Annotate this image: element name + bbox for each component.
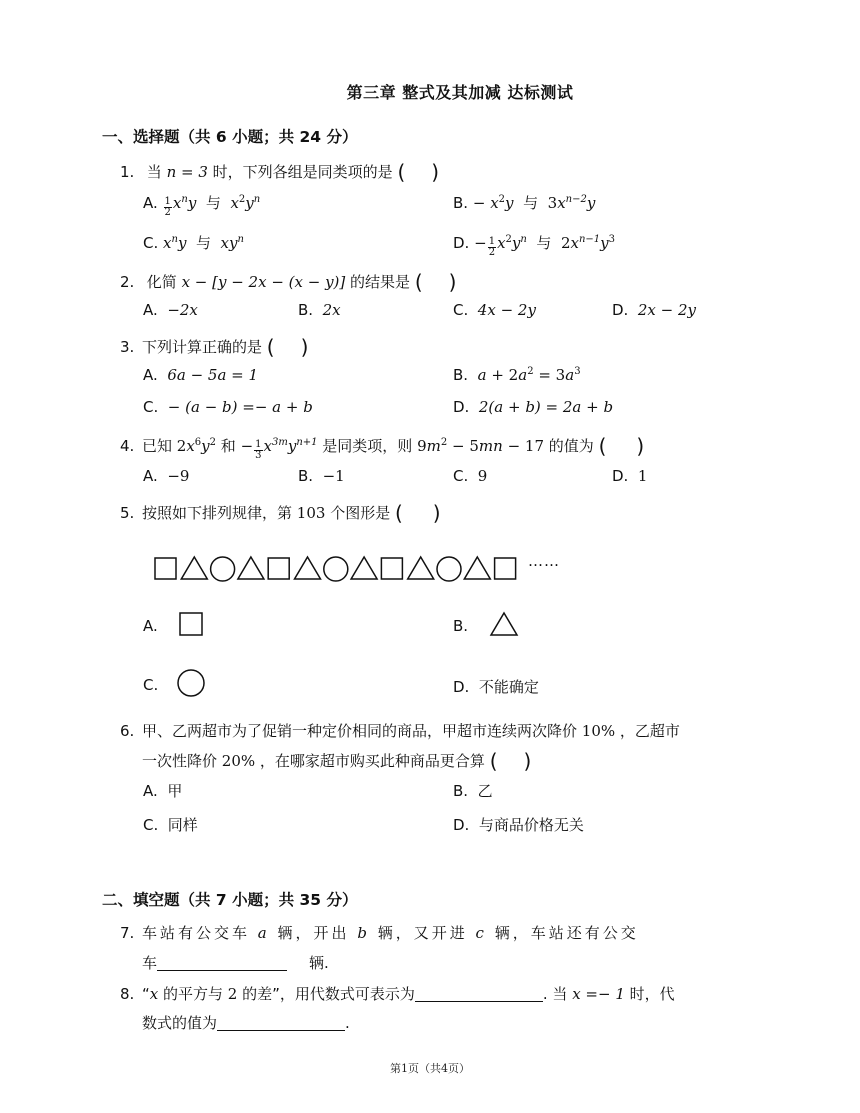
question-5-option-c[interactable]: C. [143, 676, 159, 694]
question-1-option-b[interactable]: B. − $x^2y$ 与 $3x^{n-2}y$ [453, 194, 596, 212]
question-6-stem-line2: 一次性降价 20% ，在哪家超市购买此种商品更合算 ( ) [142, 749, 532, 773]
question-6-option-d[interactable]: D. 与商品价格无关 [453, 816, 584, 834]
question-5-stem: 5. 按照如下排列规律，第 103 个图形是 ( ) [120, 501, 441, 525]
question-3-option-a[interactable]: A. 6a − 5a = 1 [143, 366, 259, 384]
question-3-option-d[interactable]: D. 2(a + b) = 2a + b [453, 398, 614, 416]
question-1-option-d[interactable]: D. − $\frac{1}{2}$ $x^2y^n$ 与 $2x^{n-1}y^3$ [453, 234, 616, 258]
question-7-stem-line2: 车 辆. [142, 954, 329, 972]
question-4-option-b[interactable]: B. −1 [298, 467, 345, 485]
question-6-option-c[interactable]: C. 同样 [143, 816, 198, 834]
question-8-stem-line2: 数式的值为 . [142, 1014, 350, 1032]
question-3-stem: 3. 下列计算正确的是 ( ) [120, 335, 309, 359]
question-4-option-a[interactable]: A. −9 [143, 467, 190, 485]
section-heading-choice: 一、选择题（共 6 小题；共 24 分） [102, 128, 358, 146]
triangle-shape-icon [408, 557, 434, 579]
page-title: 第三章 整式及其加减 达标测试 [346, 83, 574, 102]
square-shape-icon [179, 612, 203, 636]
answer-blank[interactable] [415, 1001, 543, 1002]
question-4-stem: 4. 已知 $2x^6y^2$ 和 − $\frac{1}{3}$ $x^{3m}y^{n+1}$ 是同类项，则 $9m^2 - 5mn - 17$ 的值为 ( ) [120, 434, 645, 461]
triangle-shape-icon [295, 557, 321, 579]
page-footer: 第1页（共4页） [390, 1062, 470, 1075]
section-heading-fill-in: 二、填空题（共 7 小题；共 35 分） [102, 891, 358, 909]
question-2-option-c[interactable]: C. 4x − 2y [453, 301, 536, 319]
square-shape-icon [268, 558, 289, 579]
answer-blank[interactable] [217, 1030, 345, 1031]
question-6-stem-line1: 6. 甲、乙两超市为了促销一种定价相同的商品，甲超市连续两次降价 10% ，乙超市 [120, 722, 680, 740]
triangle-shape-icon [351, 557, 377, 579]
circle-shape-icon [324, 557, 348, 581]
question-3-option-b[interactable]: B. $a + 2a^2 = 3a^3$ [453, 366, 581, 384]
question-5-option-b[interactable]: B. [453, 617, 469, 635]
sequence-ellipsis: …… [528, 552, 560, 570]
square-shape-icon [495, 558, 516, 579]
triangle-shape-icon [490, 612, 518, 636]
question-1-stem: 1. 当 n = 3 时，下列各组是同类项的是 ( ) [120, 160, 440, 184]
question-7-stem-line1: 7. 车站有公交车 a 辆，开出 b 辆，又开进 c 辆，车站还有公交 [120, 924, 639, 942]
question-2-stem: 2. 化简 x − [y − 2x − (x − y)] 的结果是 ( ) [120, 270, 457, 294]
square-shape-icon [155, 558, 176, 579]
question-6-option-b[interactable]: B. 乙 [453, 782, 493, 800]
circle-shape-icon [211, 557, 235, 581]
square-shape-icon [381, 558, 402, 579]
question-number: 1. [120, 163, 135, 181]
question-3-option-c[interactable]: C. − (a − b) =− a + b [143, 398, 313, 416]
circle-shape-icon [177, 669, 205, 697]
question-4-option-c[interactable]: C. 9 [453, 467, 488, 485]
question-6-option-a[interactable]: A. 甲 [143, 782, 183, 800]
shape-sequence [152, 555, 582, 585]
question-1-option-c[interactable]: C. $x^ny$ 与 $xy^n$ [143, 234, 244, 252]
question-2-option-b[interactable]: B. 2x [298, 301, 341, 319]
triangle-shape-icon [464, 557, 490, 579]
question-5-option-a[interactable]: A. [143, 617, 158, 635]
question-1-option-a[interactable]: A. $\frac{1}{2}$ $x^ny$ 与 $x^2y^n$ [143, 194, 261, 218]
triangle-shape-icon [181, 557, 207, 579]
question-2-option-d[interactable]: D. 2x − 2y [612, 301, 696, 319]
question-8-stem-line1: 8. “x 的平方与 2 的差”，用代数式可表示为 . 当 x =− 1 时，代 [120, 985, 675, 1003]
question-5-option-d[interactable]: D. 不能确定 [453, 678, 539, 696]
question-4-option-d[interactable]: D. 1 [612, 467, 648, 485]
triangle-shape-icon [238, 557, 264, 579]
answer-blank[interactable] [157, 970, 287, 971]
circle-shape-icon [437, 557, 461, 581]
question-2-option-a[interactable]: A. −2x [143, 301, 198, 319]
